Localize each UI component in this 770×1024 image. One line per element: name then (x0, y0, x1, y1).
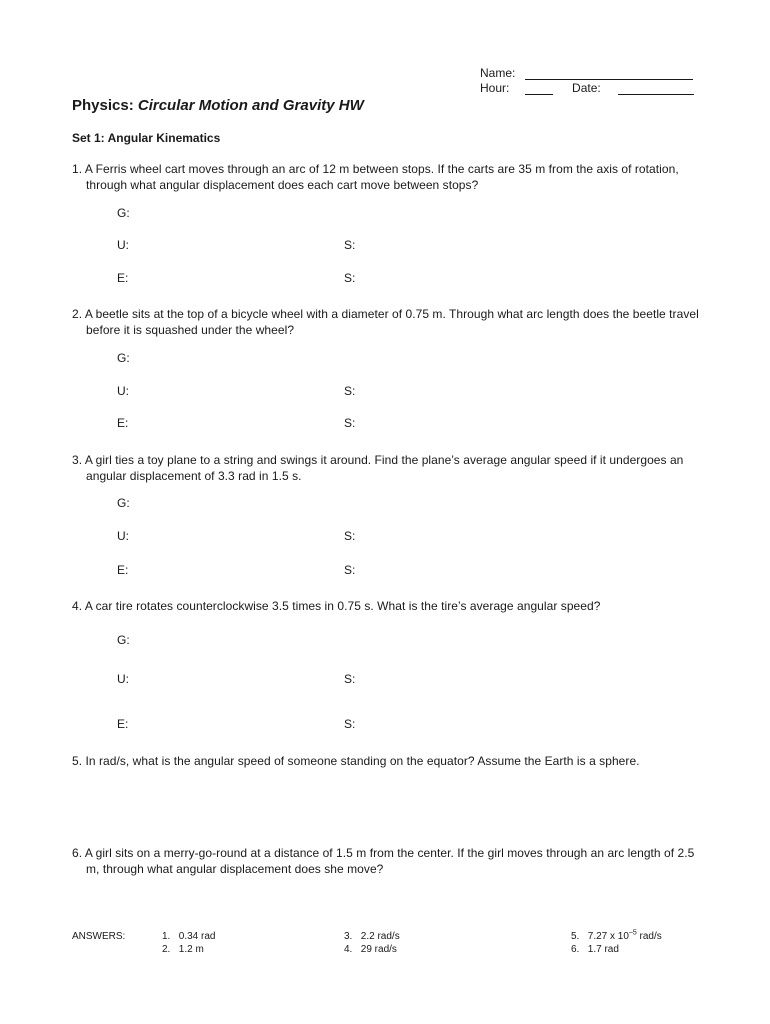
q1-equation: E: (117, 271, 129, 285)
q4-equation: E: (117, 717, 129, 731)
hour-field[interactable] (525, 83, 553, 95)
name-field[interactable] (525, 68, 693, 80)
q3-substitute: S: (344, 529, 356, 543)
section-title: Set 1: Angular Kinematics (72, 131, 221, 145)
answer-6 (571, 943, 619, 956)
answer-6-num: 6. (571, 944, 580, 955)
name-label: Name: (480, 66, 516, 80)
q2-unknown: U: (117, 384, 129, 398)
answer-2-num: 2. (162, 944, 171, 955)
name-row (480, 66, 693, 80)
q3-given: G: (117, 496, 130, 510)
answers-label: ANSWERS: (72, 931, 126, 942)
q1-unknown: U: (117, 238, 129, 252)
q2-given: G: (117, 351, 130, 365)
q1-given: G: (117, 206, 130, 220)
answer-5 (571, 930, 662, 943)
answer-5-value-base: 7.27 x 10 (587, 931, 629, 942)
answer-1-num: 1. (162, 931, 171, 942)
q2-substitute: S: (344, 384, 356, 398)
title-prefix: Physics: (72, 97, 134, 114)
q3-equation: E: (117, 563, 129, 577)
question-3: 3. A girl ties a toy plane to a string and swings it around. Find the plane’s average angular speed if it undergoes an angular displacement of 3.3 rad in 1.5 s. (72, 453, 684, 483)
q3-solution: S: (344, 563, 356, 577)
question-5: 5. In rad/s, what is the angular speed of someone standing on the equator? Assume the Earth is a sphere. (72, 754, 640, 768)
answer-6-value: 1.7 rad (587, 944, 619, 955)
q1-solution: S: (344, 271, 356, 285)
q4-given: G: (117, 633, 130, 647)
q2-solution: S: (344, 416, 356, 430)
q4-solution: S: (344, 717, 356, 731)
answer-1-value: 0.34 rad (178, 931, 216, 942)
answer-2 (162, 943, 204, 956)
answer-3-value: 2.2 rad/s (360, 931, 400, 942)
q4-unknown: U: (117, 672, 129, 686)
answer-5-unit: rad/s (636, 931, 662, 942)
q2-equation: E: (117, 416, 129, 430)
date-field[interactable] (618, 83, 694, 95)
answer-4-num: 4. (344, 944, 353, 955)
answer-2-value: 1.2 m (178, 944, 204, 955)
page-title (72, 97, 364, 114)
q3-unknown: U: (117, 529, 129, 543)
q1-substitute: S: (344, 238, 356, 252)
answer-1 (162, 930, 215, 943)
question-4: 4. A car tire rotates counterclockwise 3.5 times in 0.75 s. What is the tire’s average angular speed? (72, 599, 601, 613)
answer-5-exponent: –5 (628, 929, 637, 937)
answer-4-value: 29 rad/s (360, 944, 397, 955)
question-6: 6. A girl sits on a merry-go-round at a distance of 1.5 m from the center. If the girl moves through an arc length of 2.5 m, through what angular displacement does she move? (72, 846, 695, 876)
answer-3-num: 3. (344, 931, 353, 942)
answer-5-num: 5. (571, 931, 580, 942)
q4-substitute: S: (344, 672, 356, 686)
answer-4 (344, 943, 397, 956)
question-2: 2. A beetle sits at the top of a bicycle wheel with a diameter of 0.75 m. Through what arc length does the beetle travel before it is squashed under the wheel? (72, 307, 699, 337)
date-label: Date: (572, 81, 601, 95)
hour-date-row (480, 81, 694, 95)
answer-3 (344, 930, 400, 943)
title-italic: Circular Motion and Gravity HW (137, 97, 364, 114)
hour-label: Hour: (480, 81, 510, 95)
question-1: 1. A Ferris wheel cart moves through an arc of 12 m between stops. If the carts are 35 m from the axis of rotation, through what angular displacement does each cart move between stops? (72, 162, 679, 192)
